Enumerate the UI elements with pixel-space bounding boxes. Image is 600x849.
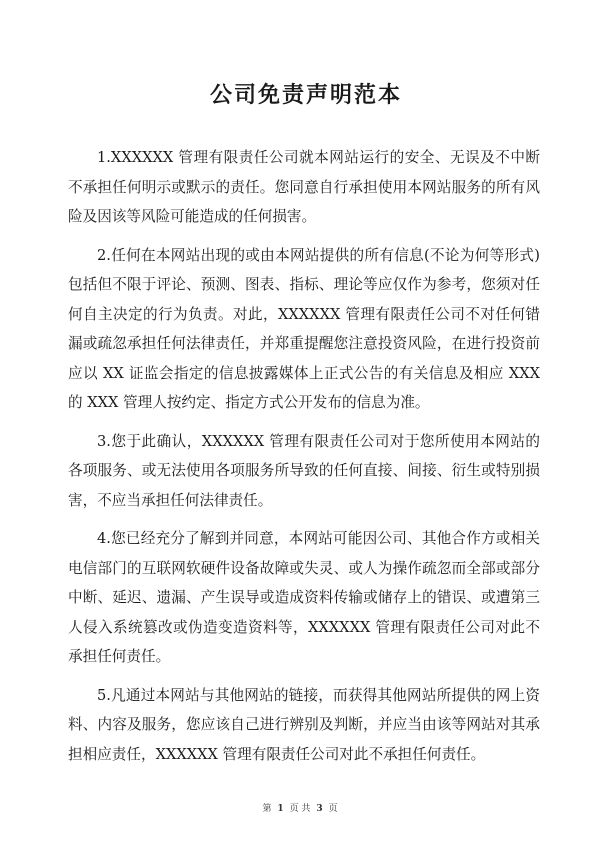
page-prefix: 第 xyxy=(262,804,272,814)
document-title: 公司免责声明范本 xyxy=(209,82,402,108)
page-current: 1 xyxy=(277,804,284,814)
page-suffix: 页 xyxy=(328,804,338,814)
paragraph-3: 3.您于此确认，XXXXXX 管理有限责任公司对于您所使用本网站的各项服务、或无法使用各项服务所导致的任何直接、间接、衍生或特别损害，不应当承担任何法律责任。 xyxy=(68,432,540,509)
page-footer xyxy=(0,801,600,814)
page-total: 3 xyxy=(316,804,323,814)
paragraph-4: 4.您已经充分了解到并同意，本网站可能因公司、其他合作方或相关电信部门的互联网软硬件设备故障或失灵、或人为操作疏忽而全部或部分中断、延迟、遗漏、产生误导或造成资料传输或储存上的错误、或遭第三人侵入系统篡改或伪造变造资料等，XXXXXX 管理有限责任公司对此不承担任何责任。 xyxy=(68,530,540,665)
paragraph-2: 2.任何在本网站出现的或由本网站提供的所有信息(不论为何等形式)包括但不限于评论、预测、图表、指标、理论等应仅作为参考，您须对任何自主决定的行为负责。对此，XXXXXX 管理有限责任公司不对任何错漏或疏忽承担任何法律责任，并郑重提醒您注意投资风险，在进行投资前应以 XX 证监会指定的信息披露媒体上正式公告的有关信息及相应 XXX 的 XXX 管理人按约定、指定方式公开发布的信息为准。 xyxy=(68,246,540,411)
paragraph-1: 1.XXXXXX 管理有限责任公司就本网站运行的安全、无误及不中断不承担任何明示或默示的责任。您同意自行承担使用本网站服务的所有风险及因该等风险可能造成的任何损害。 xyxy=(68,149,540,225)
paragraph-5: 5.凡通过本网站与其他网站的链接，而获得其他网站所提供的网上资料、内容及服务，您应该自己进行辨别及判断，并应当由该等网站对其承担相应责任，XXXXXX 管理有限责任公司对此不承担任何责任。 xyxy=(68,686,540,763)
page-mid: 页 共 xyxy=(289,804,311,814)
